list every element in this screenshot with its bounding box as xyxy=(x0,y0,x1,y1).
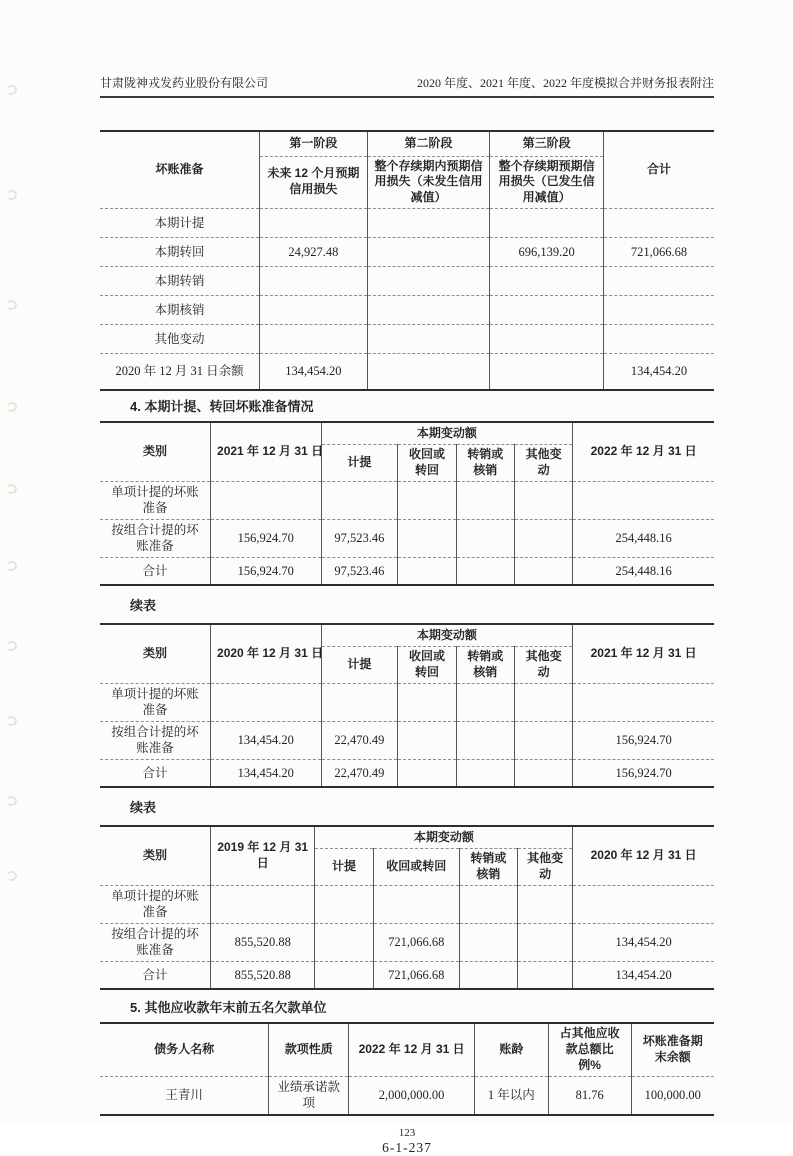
stage3-value xyxy=(490,353,604,390)
other-value xyxy=(514,519,572,557)
writeoff-value xyxy=(456,759,514,787)
period-change-header: 本期变动额 xyxy=(321,422,573,444)
closing-date-header: 2022 年 12 月 31 日 xyxy=(573,422,714,481)
opening-value: 134,454.20 xyxy=(211,721,322,759)
stage3-value xyxy=(490,266,604,295)
stage1-value xyxy=(260,208,367,237)
closing-date-header: 2020 年 12 月 31 日 xyxy=(573,826,714,885)
opening-date-header: 2019 年 12 月 31 日 xyxy=(211,826,315,885)
nature-header: 款项性质 xyxy=(269,1023,349,1076)
recovery-value xyxy=(398,519,456,557)
writeoff-value xyxy=(459,923,517,961)
closing-value xyxy=(573,683,714,721)
stage1-value xyxy=(260,266,367,295)
top-debtors-table xyxy=(100,1022,714,1115)
writeoff-value xyxy=(456,557,514,585)
recovery-value xyxy=(398,683,456,721)
total-value xyxy=(603,266,714,295)
row-label: 本期转销 xyxy=(100,266,260,295)
recovery-value xyxy=(373,885,459,923)
stage2-subheader: 整个存续期内预期信用损失（未发生信用减值） xyxy=(367,156,490,208)
category-cell: 单项计提的坏账准备 xyxy=(100,481,211,519)
ratio-cell: 81.76 xyxy=(548,1076,631,1115)
writeoff-value xyxy=(456,683,514,721)
writeoff-value xyxy=(459,961,517,989)
category-cell: 单项计提的坏账准备 xyxy=(100,683,211,721)
other-value xyxy=(514,683,572,721)
page-number: 123 xyxy=(398,1126,416,1139)
nature-cell: 业绩承诺款项 xyxy=(269,1076,349,1115)
stage2-value xyxy=(367,324,490,353)
binding-hole-mark xyxy=(5,84,17,95)
opening-date-header: 2020 年 12 月 31 日 xyxy=(211,624,322,683)
category-header: 类别 xyxy=(100,624,211,683)
stage2-value xyxy=(367,353,490,390)
stage2-header: 第二阶段 xyxy=(367,131,490,156)
row-label: 2020 年 12 月 31 日余额 xyxy=(100,353,260,390)
stage3-value xyxy=(490,208,604,237)
writeoff-value xyxy=(456,481,514,519)
category-cell: 按组合计提的坏账准备 xyxy=(100,721,211,759)
accrual-header: 计提 xyxy=(321,646,398,683)
stage3-subheader: 整个存续期预期信用损失（已发生信用减值） xyxy=(490,156,604,208)
stage3-value xyxy=(490,324,604,353)
stage1-subheader: 未来 12 个月预期信用损失 xyxy=(260,156,367,208)
accrual-value: 22,470.49 xyxy=(321,721,398,759)
ratio-header: 占其他应收款总额比例% xyxy=(548,1023,631,1076)
opening-value: 156,924.70 xyxy=(211,557,322,585)
category-cell: 合计 xyxy=(100,557,211,585)
bad-debt-stage-table xyxy=(100,130,714,391)
continuation-label: 续表 xyxy=(130,598,157,614)
closing-value: 156,924.70 xyxy=(573,759,714,787)
recovery-value xyxy=(398,721,456,759)
provision-change-table-2022 xyxy=(100,421,714,586)
stage2-value xyxy=(367,237,490,266)
accrual-value xyxy=(321,683,398,721)
closing-value: 134,454.20 xyxy=(573,961,714,989)
other-value xyxy=(514,557,572,585)
closing-value: 134,454.20 xyxy=(573,923,714,961)
table-row xyxy=(100,683,714,721)
row-label: 本期转回 xyxy=(100,237,260,266)
opening-value: 855,520.88 xyxy=(211,961,315,989)
row-label: 其他变动 xyxy=(100,324,260,353)
category-cell: 按组合计提的坏账准备 xyxy=(100,923,211,961)
binding-hole-mark xyxy=(5,189,17,200)
table-row xyxy=(100,759,714,787)
recovery-header: 收回或转回 xyxy=(398,646,456,683)
binding-hole-mark xyxy=(5,299,17,310)
total-value xyxy=(603,324,714,353)
stage1-header: 第一阶段 xyxy=(260,131,367,156)
recovery-value: 721,066.68 xyxy=(373,923,459,961)
stage3-header: 第三阶段 xyxy=(490,131,604,156)
writeoff-value xyxy=(456,721,514,759)
closing-value: 254,448.16 xyxy=(573,519,714,557)
writeoff-header: 转销或核销 xyxy=(459,848,517,885)
opening-value: 855,520.88 xyxy=(211,923,315,961)
accrual-value: 97,523.46 xyxy=(321,557,398,585)
accrual-value xyxy=(315,961,373,989)
page-footer xyxy=(100,1127,714,1156)
table-row xyxy=(100,923,714,961)
opening-value xyxy=(211,885,315,923)
table-row xyxy=(100,961,714,989)
closing-value: 254,448.16 xyxy=(573,557,714,585)
closing-value: 156,924.70 xyxy=(573,721,714,759)
total-value: 134,454.20 xyxy=(603,353,714,390)
accrual-header: 计提 xyxy=(315,848,373,885)
other-value xyxy=(518,961,573,989)
table-row xyxy=(100,1076,714,1115)
table-row xyxy=(100,721,714,759)
accrual-value xyxy=(315,923,373,961)
opening-value xyxy=(211,481,322,519)
provision-change-table-2021 xyxy=(100,623,714,788)
table-row xyxy=(100,295,714,324)
stage3-value: 696,139.20 xyxy=(490,237,604,266)
section-5-title: 5. 其他应收款年末前五名欠款单位 xyxy=(130,1000,327,1016)
debtor-name-header: 债务人名称 xyxy=(100,1023,269,1076)
closing-value xyxy=(573,885,714,923)
opening-value: 134,454.20 xyxy=(211,759,322,787)
stage3-value xyxy=(490,295,604,324)
writeoff-value xyxy=(459,885,517,923)
section-4-title: 4. 本期计提、转回坏账准备情况 xyxy=(130,399,314,415)
table-row xyxy=(100,237,714,266)
table-row xyxy=(100,885,714,923)
document-number: 6-1-237 xyxy=(382,1139,432,1155)
stage1-value: 134,454.20 xyxy=(260,353,367,390)
stage2-value xyxy=(367,266,490,295)
accrual-value xyxy=(315,885,373,923)
aging-header: 账龄 xyxy=(475,1023,549,1076)
provision-cell: 100,000.00 xyxy=(631,1076,714,1115)
recovery-header: 收回或转回 xyxy=(398,444,456,481)
table-row xyxy=(100,481,714,519)
other-value xyxy=(514,721,572,759)
category-cell: 合计 xyxy=(100,961,211,989)
binding-hole-mark xyxy=(5,483,17,494)
table-row xyxy=(100,557,714,585)
total-value xyxy=(603,208,714,237)
category-cell: 按组合计提的坏账准备 xyxy=(100,519,211,557)
total-value: 721,066.68 xyxy=(603,237,714,266)
row-label: 本期核销 xyxy=(100,295,260,324)
recovery-value xyxy=(398,759,456,787)
continuation-label: 续表 xyxy=(130,800,157,816)
binding-hole-mark xyxy=(5,560,17,571)
stage1-value: 24,927.48 xyxy=(260,237,367,266)
closing-value xyxy=(573,481,714,519)
balance-cell: 2,000,000.00 xyxy=(349,1076,475,1115)
other-value xyxy=(518,885,573,923)
table-row xyxy=(100,266,714,295)
stage1-value xyxy=(260,324,367,353)
accrual-header: 计提 xyxy=(321,444,398,481)
period-change-header: 本期变动额 xyxy=(315,826,573,848)
document-header xyxy=(100,74,714,98)
binding-hole-mark xyxy=(5,401,17,412)
recovery-header: 收回或转回 xyxy=(373,848,459,885)
balance-date-header: 2022 年 12 月 31 日 xyxy=(349,1023,475,1076)
other-change-header: 其他变动 xyxy=(514,646,572,683)
binding-hole-mark xyxy=(5,715,17,726)
closing-date-header: 2021 年 12 月 31 日 xyxy=(573,624,714,683)
other-value xyxy=(518,923,573,961)
opening-value: 156,924.70 xyxy=(211,519,322,557)
recovery-value xyxy=(398,481,456,519)
row-label: 本期计提 xyxy=(100,208,260,237)
period-change-header: 本期变动额 xyxy=(321,624,573,646)
writeoff-header: 转销或核销 xyxy=(456,444,514,481)
writeoff-value xyxy=(456,519,514,557)
stage2-value xyxy=(367,295,490,324)
writeoff-header: 转销或核销 xyxy=(456,646,514,683)
corner-header: 坏账准备 xyxy=(100,131,260,208)
report-title: 2020 年度、2021 年度、2022 年度模拟合并财务报表附注 xyxy=(416,76,714,90)
other-change-header: 其他变动 xyxy=(514,444,572,481)
debtor-name-cell: 王青川 xyxy=(100,1076,269,1115)
stage1-value xyxy=(260,295,367,324)
opening-value xyxy=(211,683,322,721)
total-value xyxy=(603,295,714,324)
page-content xyxy=(100,74,714,1156)
provision-change-table-2020 xyxy=(100,825,714,990)
category-header: 类别 xyxy=(100,422,211,481)
accrual-value: 97,523.46 xyxy=(321,519,398,557)
binding-hole-mark xyxy=(5,870,17,881)
other-value xyxy=(514,481,572,519)
total-header: 合计 xyxy=(603,131,714,208)
provision-header: 坏账准备期末余额 xyxy=(631,1023,714,1076)
accrual-value xyxy=(321,481,398,519)
aging-cell: 1 年以内 xyxy=(475,1076,549,1115)
category-cell: 单项计提的坏账准备 xyxy=(100,885,211,923)
company-name: 甘肃陇神戎发药业股份有限公司 xyxy=(100,76,269,90)
other-value xyxy=(514,759,572,787)
stage2-value xyxy=(367,208,490,237)
opening-date-header: 2021 年 12 月 31 日 xyxy=(211,422,322,481)
recovery-value xyxy=(398,557,456,585)
table-row xyxy=(100,208,714,237)
other-change-header: 其他变动 xyxy=(518,848,573,885)
binding-hole-mark xyxy=(5,795,17,806)
table-row xyxy=(100,324,714,353)
recovery-value: 721,066.68 xyxy=(373,961,459,989)
table-row xyxy=(100,519,714,557)
category-header: 类别 xyxy=(100,826,211,885)
binding-hole-mark xyxy=(5,640,17,651)
accrual-value: 22,470.49 xyxy=(321,759,398,787)
table-row xyxy=(100,353,714,390)
category-cell: 合计 xyxy=(100,759,211,787)
